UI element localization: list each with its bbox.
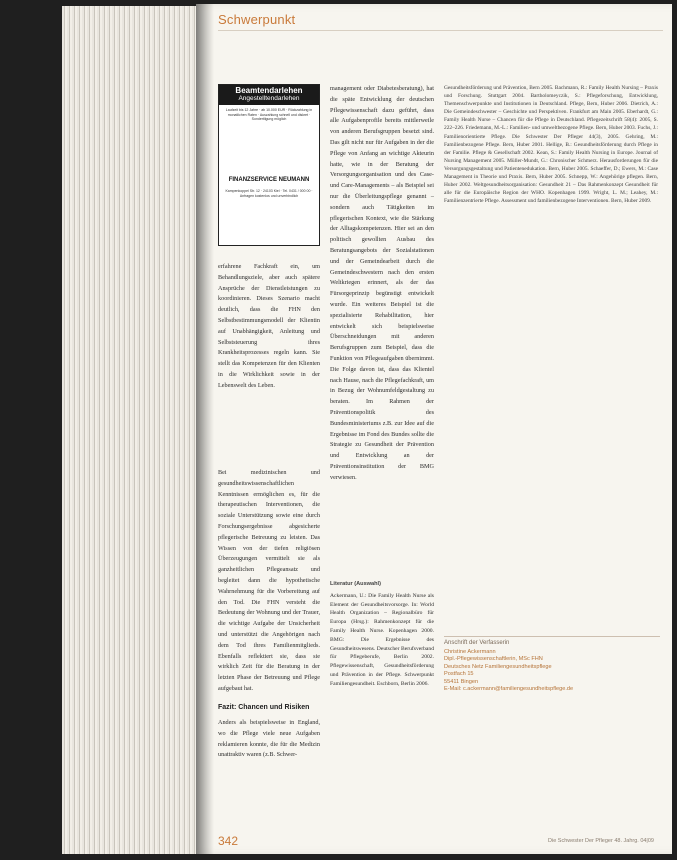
ad-title: Beamtendarlehen [235,86,303,95]
section-title: Schwerpunkt [218,12,296,27]
references-text-col3: Gesundheitsförderung und Prävention, Bern 2005. Bachmann, R.: Family Health Nursing – Praxis und Forschung. Stuttgart 2004. Bartholomeyczik, S.: Pflegeforschung, Entwicklung, Themenschwerpunkte und Institutionen in Deutschland. Pflege, Bern, Huber 2006. Dietrich, A.: Die Gemeindeschwester – Geschichte und Perspektiven. Frankfurt am Main 2005. Eberhardt, G.: Family Health Nurse – Chancen für die Pflege in Deutschland. Pflegezeitschrift 58(4): 2005, S. 222–226. Friedemann, M.-L.: Familien- und umweltbezogene Pflege. Bern, Huber 2003. Fuchs, J.: Familienorientierte Pflege. Die Schwester Der Pfleger 44(3), 2005. Gehring, M.: Familienbezogene Pflege. Bern, Huber 2001. Hellige, B.: Gesundheitsförderung durch Pflege in der Familie. Pflege & Gesellschaft 2002. Kean, S.: Family Health Nursing in Europe. Journal of Nursing Management 2005. Müller-Mundt, G.: Chronischer Schmerz. Herausforderungen für die Versorgungsgestaltung und Patientenedukation. Bern, Huber 2005. Schaeffer, D.; Ewers, M.: Case Management in Theorie und Praxis. Bern, Huber 2005. Schnepp, W.: Angehörige pflegen. Bern, Huber 2002. Weltgesundheitsorganisation: Gesundheit 21 – Das Rahmenkonzept Gesundheit für alle für die Europäische Region der WHO. Kopenhagen 1999. Wright, L. M.; Leahey, M.: Familienzentrierte Pflege. Assessment und familienbezogene Interventionen. Bern, Huber 2009. [444,85,658,205]
ad-brand: FINANZSERVICE NEUMANN [228,177,310,183]
gutter-shadow [196,4,214,854]
author-box-title: Anschrift der Verfasserin [444,640,510,646]
section-heading: Fazit: Chancen und Risiken [218,704,310,711]
references-text-col2: Ackermann, U.: Die Family Health Nurse als Element der Gesundheitsvorsorge. In: World Health Organization – Regionalbüro für Europa (Hrsg.): Rahmenkonzept für die Family Health Nurse. Kopenhagen 2000. BMG: Die Ergebnisse des Gesundheitswesens. Deutscher Berufsverband für Pflegeberufe, Berlin 2002. Pflegewissenschaft, Gesundheitsförderung und Prävention in der Pflege. Schwerpunkt Familiengesundheit. Eschborn, Berlin 2006. [330,592,434,687]
ad-text: Laufzeit bis 12 Jahre · ab 10.000 EUR · Rückzahlung in monatlichen Raten · Auszahlung schnell und diskret · Sondertilgung möglich [225,108,313,121]
ad-subtitle: Angestelltendarlehen [238,95,300,102]
author-line: Postfach 15 [444,671,474,678]
references-heading: Literatur (Auswahl) [330,581,381,587]
page-number: 342 [218,834,239,848]
author-address-box [444,636,660,696]
body-text-col2: management oder Diabetesberatung), hat die späte Entwicklung der deutschen Pflegewissenschaft dazu geführt, dass alle Aufgabenprofile bereits mittlerweile von anderen Berufsgruppen besetzt sind. Das gilt nicht nur für Aufgaben in der die Pflege von Anfang an wichtige Akteurin hatte, wie in der Beratung der Versorgungsorganisation und des Case- und Care-Managements – als Beispiel sei nur die Überleitungspflege genannt – sondern auch Tätigkeiten im pflegerischen Kontext, wie die Stärkung der Alltagskompetenzen. Hier sei an den politisch gewollten Ausbau des Beratungsangebots der Sozialstationen und der Gemeindearbeit durch die Gemeindeschwestern nach den ersten Weltkriegen erinnert, als der das Fürsorgeprinzip begünstigt entwickelt wurde. Ein weiteres Beispiel ist die spezialisierte Rehabilitation, hier entwickelt sich beispielsweise Überschneidungen mit anderen Berufsgruppen zum Beispiel, dass die Funktion von Pflegeaufgaben übernimmt. Die Folge davon ist, dass das Klientel nach Hause, nach die Pflegefachkraft, um in Bezug der Wohnumfeldgestaltung zu beraten. Im Rahmen der Präventionspolitik des Bundesministeriums z.B. zur Idee auf die Ergebnisse im Fond des Bundes sollte die Strategie zu Gesundheit der Prävention und Entwicklung an der Präventionsinstitution der BMG verwiesen. [330,85,434,481]
journal-footer: Die Schwester Der Pfleger 48. Jahrg. 04|09 [548,838,654,844]
references-intro [330,580,434,826]
page-edges [62,6,196,854]
ad-address: Kampenkoppel Str. 12 · 24103 Kiel · Tel. 0431 / 000 00 · Anfragen kostenlos und unverbindlich [225,189,313,198]
author-email: E-Mail: c.ackermann@familiengesundheitspflege.de [444,686,574,693]
body-text-col1-top: erfahrene Fachkraft ein, um Behandlungsziele, aber auch spätere Ansprüche der Dienstleistungen zu koordinieren. Dieses Szenario macht deutlich, dass die FHN den Selbstbestimmungsmodell der Klientin auf Unabhängigkeit, Anleitung und Selbststeuerung ihres Krankheitsprozesses regeln kann. Sie stellt das Kompetenzen für den Klienten in die Wirklichkeit sowie in der Lebenswelt des Leben. [218,263,320,389]
author-line: Dipl.-Pflegewissenschaftlerin, MSc FHN [444,656,543,663]
body-text-col1-mid: Bei medizinischen und gesundheitswissenschaftlichen Kenntnissen ermöglichen es, für die therapeutischen Interventionen, die soziale Unterstützung sowie eine durch Forschungsergebnisse abgesicherte pflegerische Betreuung zu leisten. Das Wissen von der tiefen religiösen Überzeugungen vermittelt sie als ganzheitlichen Pflegeansatz und begleitet dann die hypothetische Wahrnehmung für die Vorbereitung auf den Tod. Die FHN versteht die Bedeutung der Wohnung und der Trauer, die wichtige Aufgabe der Unsicherheit und unterstützt die Angehörigen nach dem Tod ihres Familienmitglieds. Ebenfalls reflektiert sie, dass sie wirklich Zeit für die Beratung in der letzten Phase der Betreuung und Pflege aufgebaut hat. [218,469,320,692]
author-line: Deutsches Netz Familiengesundheitspflege [444,663,552,670]
author-line: Christine Ackermann [444,649,496,655]
ad-banner [219,85,319,105]
advertisement [218,84,320,246]
author-line: 55411 Bingen [444,678,479,685]
header-rule [218,30,663,31]
body-text-col1-bottom: Anders als beispielsweise in England, wo die Pflege viele neue Aufgaben reklamieren konnte, die für die Medizin unattraktiv waren (z.B. Schwer- [218,719,320,759]
